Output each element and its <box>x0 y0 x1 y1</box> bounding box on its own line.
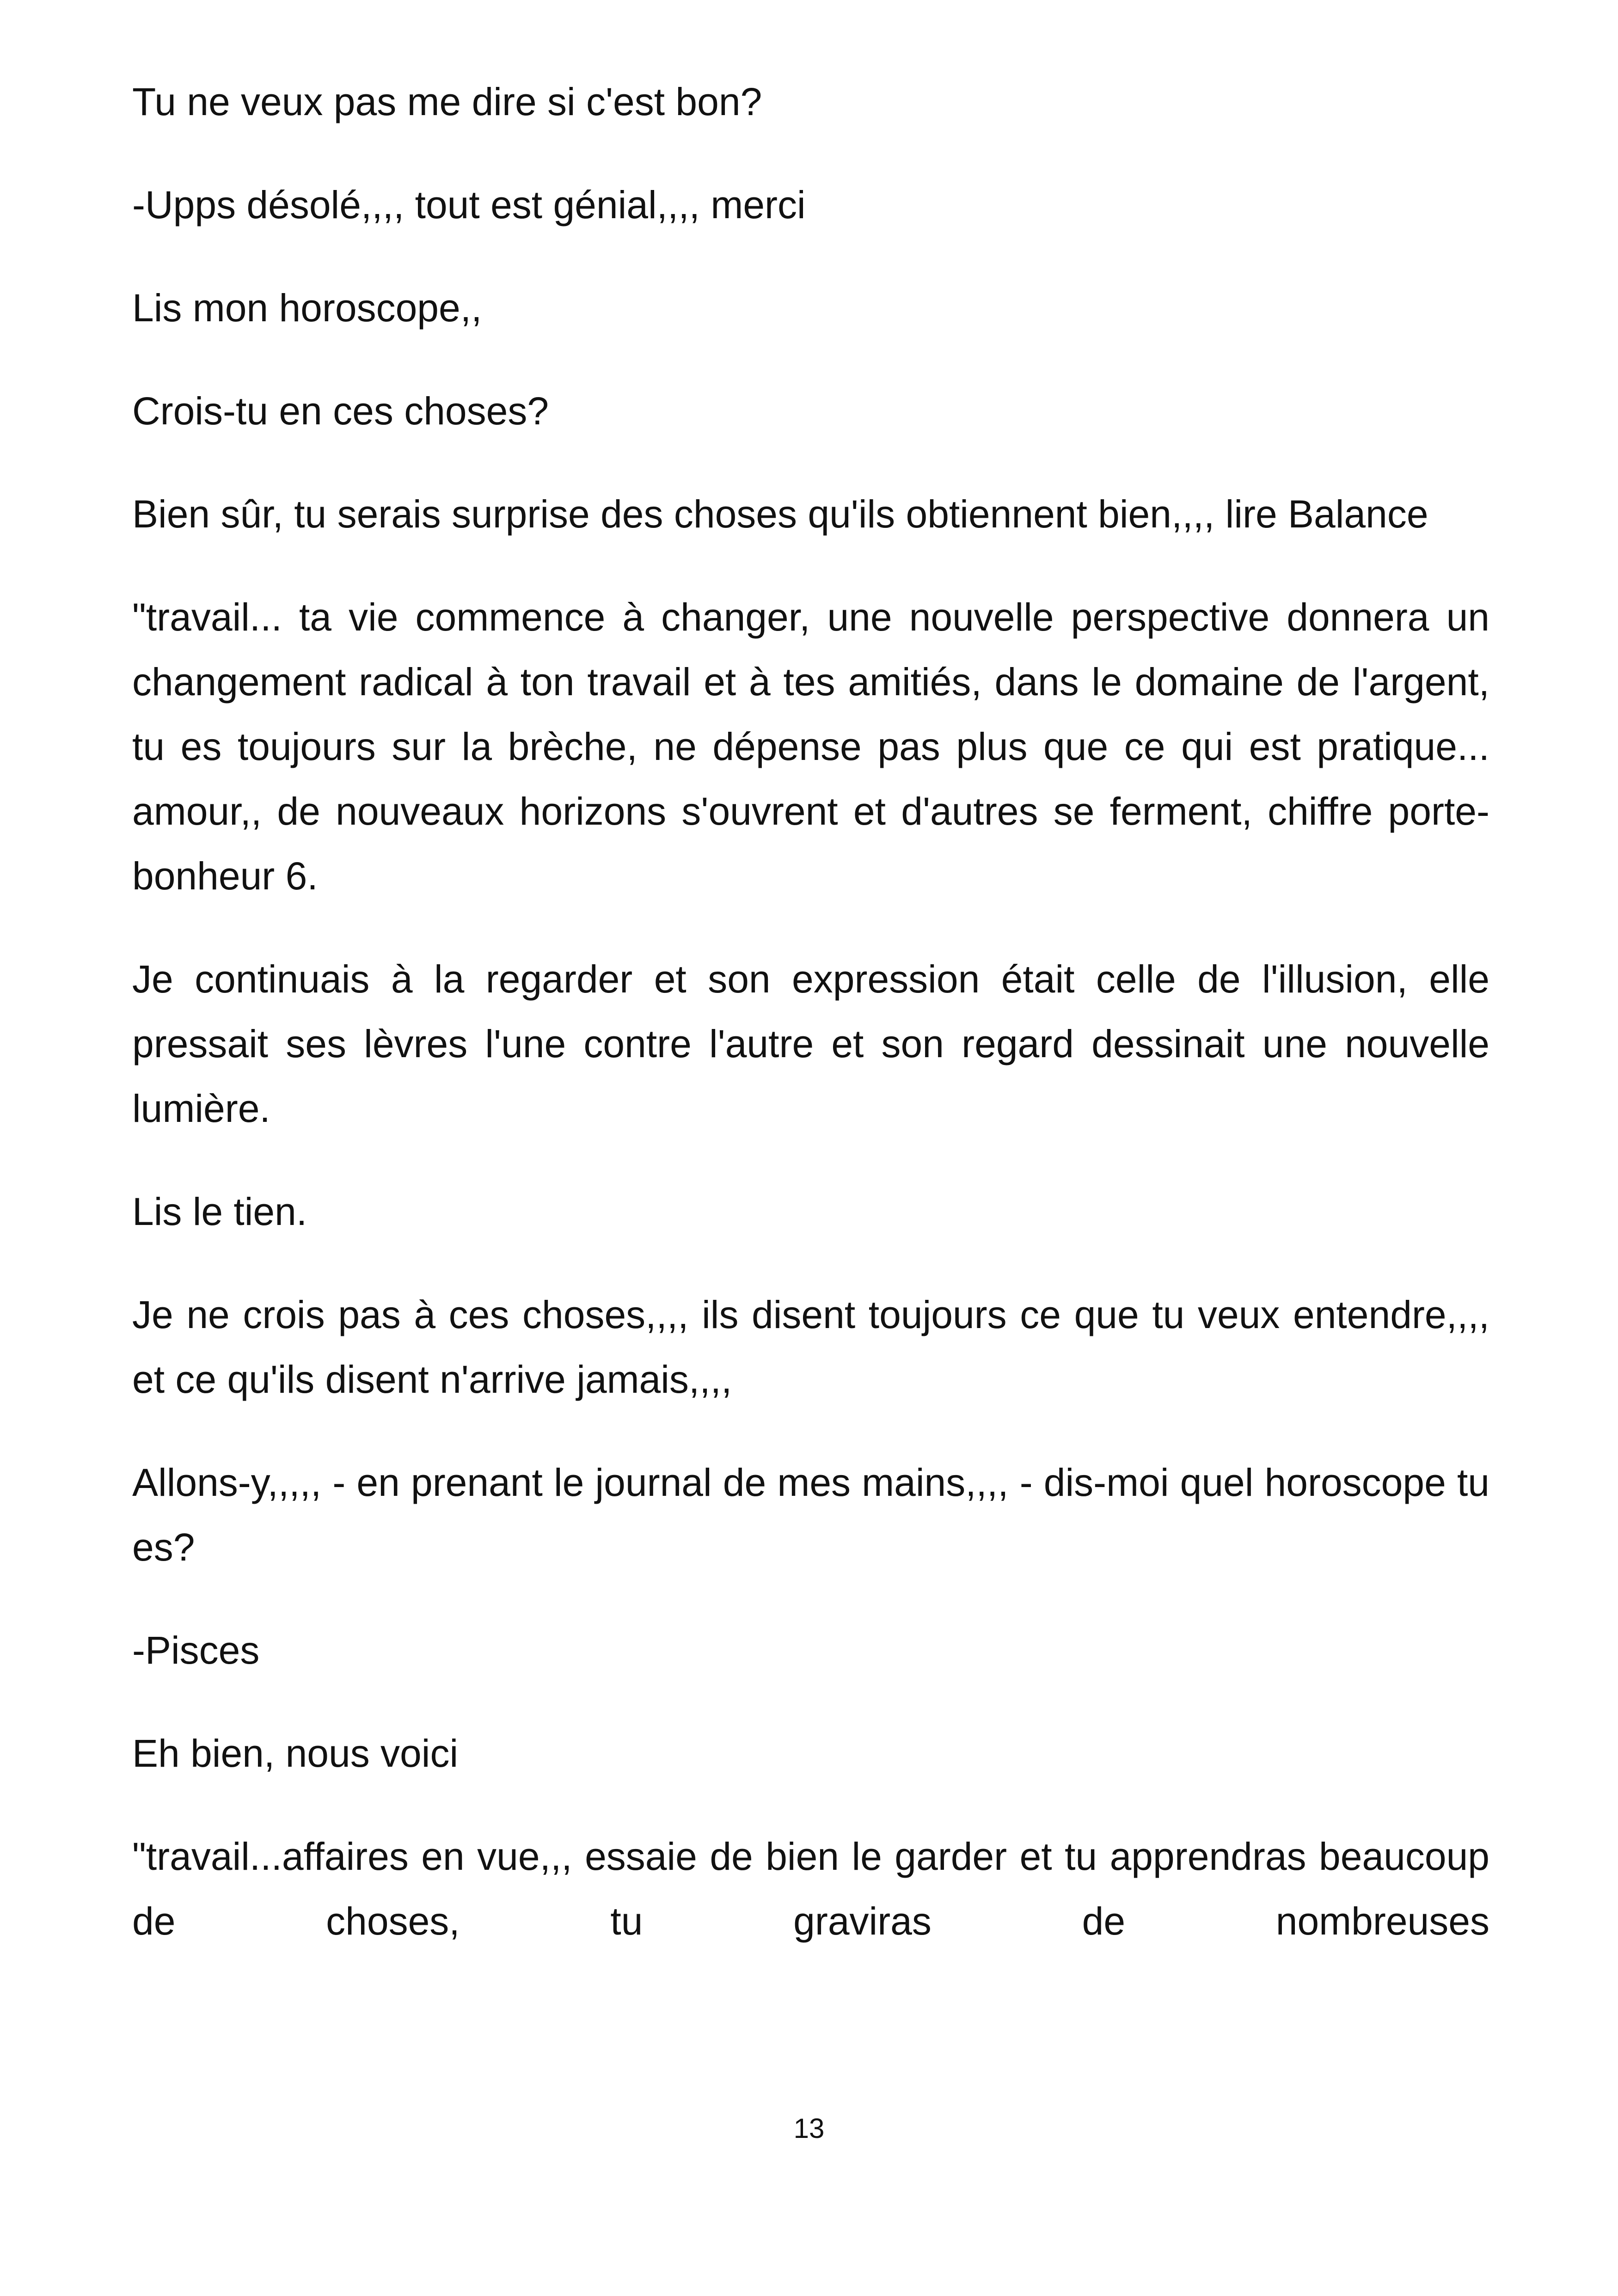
paragraph: Je continuais à la regarder et son expression était celle de l'illusion, elle pressait ses lèvres l'une contre l'autre et son regard dessinait une nouvelle lumière. <box>132 957 1489 1130</box>
paragraph: "travail...affaires en vue,,, essaie de bien le garder et tu apprendras beaucoup de choses, tu graviras de nombreuses <box>132 1835 1489 1943</box>
paragraph: "travail... ta vie commence à changer, une nouvelle perspective donnera un changement radical à ton travail et à tes amitiés, dans le domaine de l'argent, tu es toujours sur la brèche, ne dépense pas plus que ce qui est pratique... amour,, de nouveaux horizons s'ouvrent et d'autres se ferment, chiffre porte-bonheur 6. <box>132 595 1489 898</box>
page-number: 13 <box>793 2113 825 2144</box>
body-text <box>132 69 1489 1992</box>
paragraph: Crois-tu en ces choses? <box>132 389 549 433</box>
paragraph: Bien sûr, tu serais surprise des choses qu'ils obtiennent bien,,,, lire Balance <box>132 492 1428 536</box>
paragraph: Je ne crois pas à ces choses,,,, ils disent toujours ce que tu veux entendre,,,, et ce qu'ils disent n'arrive jamais,,,, <box>132 1293 1489 1401</box>
paragraph: Lis mon horoscope,, <box>132 286 482 330</box>
paragraph: Tu ne veux pas me dire si c'est bon? <box>132 80 762 123</box>
paragraph: -Pisces <box>132 1629 260 1672</box>
paragraph: Allons-y,,,,, - en prenant le journal de mes mains,,,, - dis-moi quel horoscope tu es? <box>132 1461 1489 1569</box>
paragraph: Eh bien, nous voici <box>132 1732 459 1775</box>
paragraph: Lis le tien. <box>132 1190 307 1233</box>
paragraph: -Upps désolé,,,, tout est génial,,,, merci <box>132 183 806 227</box>
